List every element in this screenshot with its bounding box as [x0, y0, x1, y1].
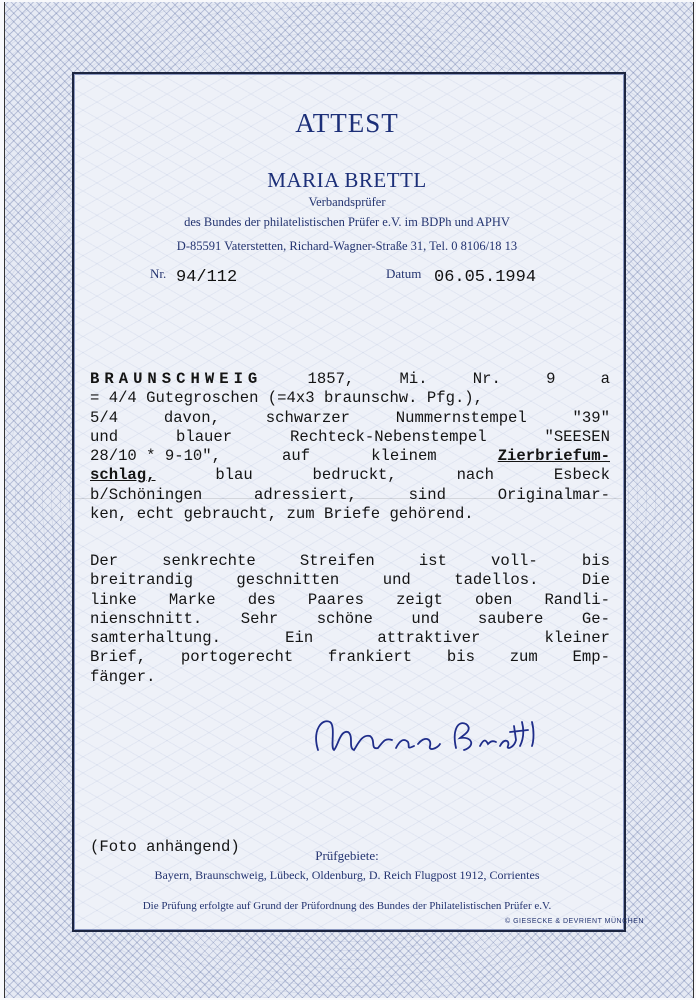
word: Ein — [285, 629, 314, 648]
date-label: Datum — [386, 266, 422, 281]
certificate-title: ATTEST — [295, 108, 399, 138]
word: Originalmar- — [497, 485, 610, 504]
text-line — [90, 571, 610, 590]
word: breitrandig — [90, 571, 193, 590]
word: Paares — [307, 590, 365, 609]
word: senkrechte — [162, 552, 256, 570]
text-line — [90, 648, 610, 667]
text-line — [90, 466, 610, 485]
text-line: ken, echt gebraucht, zum Briefe gehörend. — [90, 505, 474, 524]
word: davon, — [163, 408, 220, 427]
word: Emp- — [572, 648, 610, 667]
word: Ge- — [581, 609, 610, 628]
examiner-affiliation: des Bundes der philatelistischen Prüfer e.V. im BDPh und APHV — [184, 215, 510, 229]
word: auf — [282, 447, 311, 466]
word: geschnitten — [236, 571, 340, 590]
word: bedruckt, — [312, 466, 397, 485]
emphasized-word: schlag, — [90, 466, 156, 485]
examiner-address: D-85591 Vaterstetten, Richard-Wagner-Straße 31, Tel. 0 8106/18 13 — [176, 239, 518, 253]
word: Rechteck-Nebenstempel — [290, 427, 487, 446]
word: und — [411, 609, 440, 628]
word: Nummernstempel — [395, 408, 527, 427]
text-line — [90, 591, 610, 610]
photo-note: (Foto anhängend) — [90, 838, 240, 856]
word: tadellos. — [454, 571, 539, 590]
word: schöne — [316, 609, 373, 628]
word: Esbeck — [553, 466, 610, 485]
text-line — [90, 370, 610, 389]
text-line — [90, 428, 610, 447]
word: adressiert, — [253, 485, 357, 504]
word: nach — [456, 466, 495, 485]
word: Der — [90, 552, 119, 570]
word: 28/10 * 9-10", — [90, 447, 222, 466]
word: nienschnitt. — [90, 609, 203, 628]
word: linke — [90, 590, 137, 609]
description-paragraph — [90, 370, 610, 524]
word: Randli- — [544, 590, 610, 609]
word: "SEESEN — [544, 427, 610, 446]
examiner-name: MARIA BRETTL — [267, 168, 427, 192]
word: frankiert — [327, 648, 413, 667]
number-label: Nr. — [150, 266, 167, 281]
text-line — [90, 486, 610, 505]
text-line: fänger. — [90, 667, 156, 686]
examination-areas-label: Prüfgebiete: — [315, 848, 379, 863]
word: Brief, — [90, 648, 147, 667]
word: bis — [581, 552, 610, 570]
word: 1857, — [307, 370, 355, 388]
word: "39" — [572, 408, 610, 427]
word: blauer — [175, 427, 233, 446]
text-line — [90, 447, 610, 466]
word: blau — [215, 466, 253, 485]
word: sind — [408, 485, 447, 504]
word: oben — [474, 590, 513, 609]
word: Nr. — [472, 370, 501, 388]
signature-image — [300, 700, 560, 770]
text-line: = 4/4 Gutegroschen (=4x3 braunschw. Pfg.), — [90, 389, 484, 408]
condition-paragraph — [90, 552, 610, 687]
word: a — [600, 370, 610, 388]
text-line — [90, 552, 610, 571]
word: Sehr — [240, 609, 279, 628]
word: bis — [446, 648, 475, 667]
word: saubere — [477, 609, 544, 628]
word: und — [90, 427, 119, 446]
certificate-number: 94/112 — [176, 268, 238, 287]
text-line — [90, 409, 610, 428]
word: b/Schöningen — [90, 485, 203, 504]
word: 9 — [546, 370, 556, 388]
word: ist — [418, 552, 447, 570]
word: Mi. — [399, 370, 428, 388]
word: schwarzer — [265, 408, 350, 427]
word: portogerecht — [180, 648, 294, 667]
word: des — [247, 590, 276, 609]
word: voll- — [490, 552, 538, 570]
printer-imprint: © GIESECKE & DEVRIENT MÜNCHEN — [505, 918, 644, 925]
word: 5/4 — [90, 408, 119, 427]
word: kleiner — [544, 629, 610, 648]
certificate-date: 06.05.1994 — [434, 268, 537, 287]
examiner-role: Verbandsprüfer — [308, 195, 386, 209]
word: zeigt — [396, 590, 443, 609]
word: samterhaltung. — [90, 629, 222, 648]
word: attraktiver — [377, 629, 481, 648]
word: Die — [581, 571, 610, 590]
word: und — [382, 571, 411, 590]
word: kleinem — [371, 447, 437, 466]
country-name: BRAUNSCHWEIG — [90, 370, 263, 388]
emphasized-word: Zierbriefum- — [497, 447, 610, 466]
text-line — [90, 610, 610, 629]
word: Streifen — [299, 552, 375, 570]
word: zum — [509, 648, 538, 667]
text-line — [90, 629, 610, 648]
examination-areas-list: Bayern, Braunschweig, Lübeck, Oldenburg, D. Reich Flugpost 1912, Corrientes — [154, 868, 540, 882]
word: Marke — [168, 590, 216, 609]
regulation-statement: Die Prüfung erfolgte auf Grund der Prüfordnung des Bundes der Philatelistischen Prüfer e.V. — [142, 900, 552, 912]
